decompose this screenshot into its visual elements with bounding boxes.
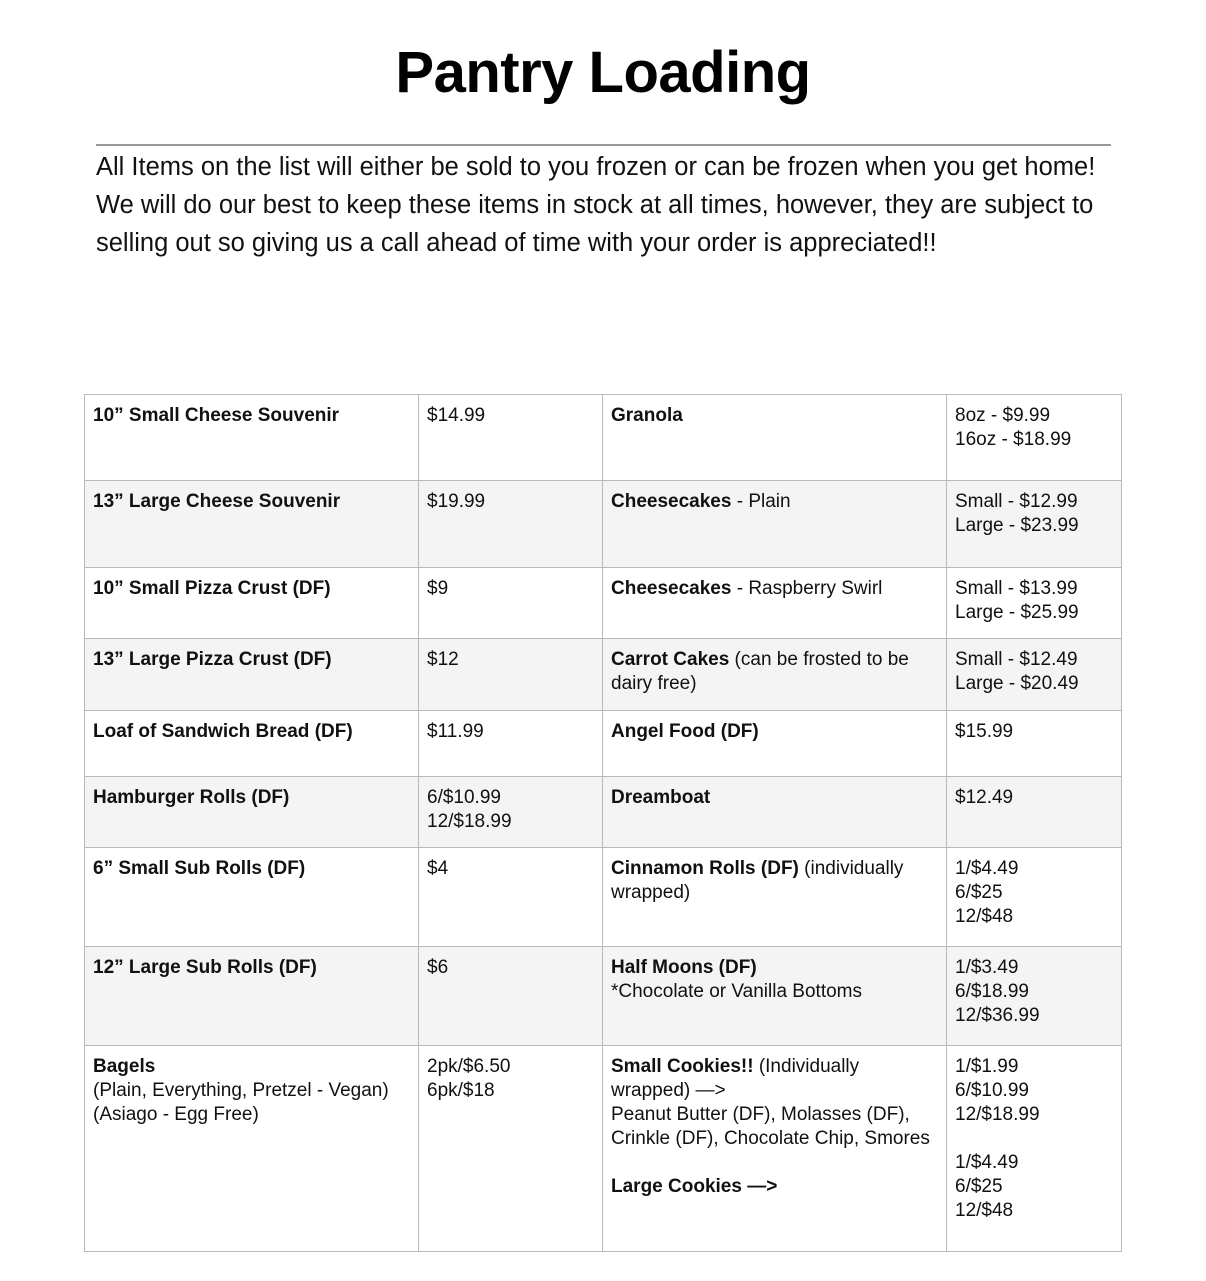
table-row: [85, 639, 1122, 711]
item-price-cell: [419, 711, 603, 777]
item-price-cell: [419, 639, 603, 711]
item-price-cell: [947, 481, 1122, 568]
item-price: 2pk/$6.50: [427, 1056, 511, 1077]
item-name: Cinnamon Rolls (DF): [611, 858, 799, 879]
title-divider: [96, 144, 1111, 146]
item-price-cell: [419, 395, 603, 481]
item-name-cell: [603, 947, 947, 1046]
price-table: [84, 394, 1122, 1252]
item-name: Cheesecakes: [611, 491, 732, 512]
item-price: Large - $25.99: [955, 602, 1079, 623]
item-name: Carrot Cakes: [611, 649, 730, 670]
item-name-cell: [85, 395, 419, 481]
item-name-cell: [85, 777, 419, 848]
item-price: 6/$10.99: [427, 787, 501, 808]
item-price-cell: [419, 777, 603, 848]
item-name-cell: [85, 568, 419, 639]
item-name: Small Cookies!!: [611, 1056, 754, 1077]
table-row: [85, 1046, 1122, 1252]
item-description: - Raspberry Swirl: [731, 578, 883, 599]
item-price: 1/$1.99: [955, 1056, 1019, 1077]
item-name: Cheesecakes: [611, 578, 732, 599]
item-name: 6” Small Sub Rolls (DF): [93, 858, 306, 879]
item-price: 6/$25: [955, 882, 1003, 903]
table-row: [85, 568, 1122, 639]
item-price: Large - $20.49: [955, 673, 1079, 694]
item-price: $12: [427, 649, 459, 670]
item-price: 6pk/$18: [427, 1080, 495, 1101]
item-price: 12/$18.99: [955, 1104, 1040, 1125]
item-price-cell: [947, 777, 1122, 848]
item-name: Bagels: [93, 1056, 156, 1077]
item-price-cell: [947, 395, 1122, 481]
item-description: (individually wrapped): [611, 858, 904, 903]
item-price: Small - $12.49: [955, 649, 1078, 670]
item-price-cell: [419, 947, 603, 1046]
item-name-cell: [603, 481, 947, 568]
item-name: Loaf of Sandwich Bread (DF): [93, 721, 353, 742]
item-name: 10” Small Cheese Souvenir: [93, 405, 340, 426]
item-price: 12/$48: [955, 906, 1014, 927]
table-row: [85, 777, 1122, 848]
table-row: [85, 481, 1122, 568]
item-name-cell: [603, 639, 947, 711]
item-price: 6/$25: [955, 1176, 1003, 1197]
item-price: 1/$4.49: [955, 1152, 1019, 1173]
item-name: 13” Large Pizza Crust (DF): [93, 649, 332, 670]
item-name-cell: [85, 481, 419, 568]
item-price: 12/$48: [955, 1200, 1014, 1221]
item-description: (Plain, Everything, Pretzel - Vegan): [93, 1080, 389, 1101]
item-price: 8oz - $9.99: [955, 405, 1051, 426]
item-description: (Asiago - Egg Free): [93, 1104, 259, 1125]
item-price: 6/$18.99: [955, 981, 1029, 1002]
table-row: [85, 848, 1122, 947]
item-price-cell: [947, 947, 1122, 1046]
item-name-cell: [85, 639, 419, 711]
item-name-cell: [85, 947, 419, 1046]
item-name-cell: [85, 848, 419, 947]
item-name-cell: [85, 711, 419, 777]
item-price-cell: [947, 639, 1122, 711]
item-name-cell: [603, 568, 947, 639]
page-title: Pantry Loading: [395, 40, 811, 105]
item-name: Dreamboat: [611, 787, 711, 808]
item-price: 12/$18.99: [427, 811, 512, 832]
item-name-cell: [603, 777, 947, 848]
item-price-cell: [947, 568, 1122, 639]
table-row: [85, 711, 1122, 777]
item-name-cell: [603, 395, 947, 481]
item-price: $6: [427, 957, 449, 978]
item-name: Half Moons (DF): [611, 957, 757, 978]
item-price: 1/$3.49: [955, 957, 1019, 978]
item-price: $9: [427, 578, 449, 599]
item-name: Angel Food (DF): [611, 721, 759, 742]
table-row: [85, 395, 1122, 481]
item-price-cell: [947, 711, 1122, 777]
item-price: 6/$10.99: [955, 1080, 1029, 1101]
item-price: Small - $13.99: [955, 578, 1078, 599]
item-name: Hamburger Rolls (DF): [93, 787, 290, 808]
cookie-flavors: Peanut Butter (DF), Molasses (DF), Crinkle (DF), Chocolate Chip, Smores: [611, 1104, 930, 1149]
item-price: $12.49: [955, 787, 1014, 808]
item-description: - Plain: [731, 491, 791, 512]
intro-paragraph: All Items on the list will either be sold to you frozen or can be frozen when you get home! We will do our best to keep these items in stock at all times, however, they are subject to selling out so giving us a call ahead of time with your order is appreciated!!: [96, 153, 1096, 257]
item-name: 12” Large Sub Rolls (DF): [93, 957, 317, 978]
item-note: *Chocolate or Vanilla Bottoms: [611, 981, 862, 1002]
item-description: (can be frosted to be dairy free): [611, 649, 909, 694]
item-description: (Individually wrapped) —>: [611, 1056, 860, 1101]
item-price-cell: [419, 481, 603, 568]
item-price: $4: [427, 858, 449, 879]
item-price-cell: [419, 1046, 603, 1252]
item-price: $15.99: [955, 721, 1014, 742]
item-price: 16oz - $18.99: [955, 429, 1072, 450]
item-name: Large Cookies —>: [611, 1176, 778, 1197]
item-price-cell: [419, 848, 603, 947]
item-price-cell: [419, 568, 603, 639]
item-name-cell: [603, 848, 947, 947]
item-name-cell: [603, 711, 947, 777]
item-name-cell: [603, 1046, 947, 1252]
item-price: $14.99: [427, 405, 486, 426]
item-name: Granola: [611, 405, 683, 426]
item-price: Small - $12.99: [955, 491, 1078, 512]
item-price: $11.99: [427, 721, 484, 742]
item-price-cell: [947, 1046, 1122, 1252]
item-price: 12/$36.99: [955, 1005, 1040, 1026]
item-name: 13” Large Cheese Souvenir: [93, 491, 341, 512]
item-price: 1/$4.49: [955, 858, 1019, 879]
item-name: 10” Small Pizza Crust (DF): [93, 578, 331, 599]
table-row: [85, 947, 1122, 1046]
item-price: $19.99: [427, 491, 486, 512]
item-name-cell: [85, 1046, 419, 1252]
item-price-cell: [947, 848, 1122, 947]
item-price: Large - $23.99: [955, 515, 1079, 536]
